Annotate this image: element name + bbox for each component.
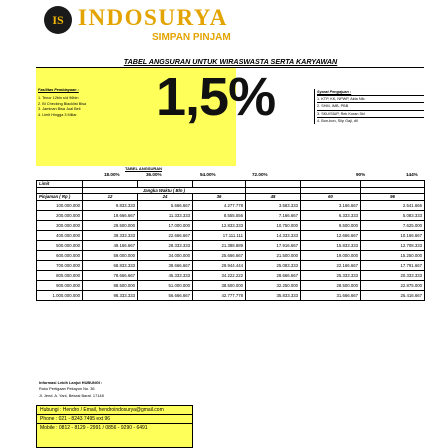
- loan-amount: 200.000.000: [37, 210, 83, 220]
- facility-item: 1. Tenor 12bln s/d 96bln: [38, 95, 79, 100]
- loan-amount: 500.000.000: [37, 240, 83, 250]
- installment-value: 14.333.333: [246, 230, 301, 240]
- contact-box: [36, 405, 193, 448]
- percentage-value: 72.00%: [252, 172, 268, 177]
- percentage-value: 90%: [356, 172, 366, 177]
- installment-value: 17.916.667: [246, 240, 301, 250]
- table-row: [37, 200, 425, 210]
- installment-value: 15.833.333: [301, 240, 361, 250]
- installment-value: 34.000.000: [138, 250, 193, 260]
- installment-value: 68.833.333: [83, 260, 138, 270]
- table-row: [37, 280, 425, 290]
- loan-amount: 100.000.000: [37, 200, 83, 210]
- installment-value: 25.416.667: [361, 290, 425, 300]
- installment-value: 49.166.667: [83, 240, 138, 250]
- facility-item: 2. BI Checking Blacklist Bisa: [38, 101, 87, 106]
- installment-value: 29.500.000: [83, 220, 138, 230]
- installment-value: 25.083.333: [246, 260, 301, 270]
- contact-line: Hubungi : Hendro / Email, hendroindosurya@gmail.com: [37, 406, 192, 415]
- requirement-item: 1. KTP, KK, NPWP, Akta Nik:: [317, 95, 424, 102]
- contact-line: Phone : 021 - 8243 7495 ext 96: [37, 415, 192, 424]
- brand-logo: [44, 4, 304, 48]
- installment-value: 31.666.667: [301, 290, 361, 300]
- installment-value: 17.000.000: [138, 220, 193, 230]
- installment-value: 7.166.667: [246, 210, 301, 220]
- installment-value: 22.666.667: [138, 230, 193, 240]
- installment-value: 32.250.000: [246, 280, 301, 290]
- installment-value: 17.791.667: [361, 260, 425, 270]
- installment-value: 38.500.000: [193, 280, 246, 290]
- installment-value: 3.583.333: [246, 200, 301, 210]
- info-heading: Informasi Lebih Lanjut HUBUNGI :: [39, 380, 103, 385]
- term-header: 12: [83, 194, 138, 201]
- facilities-list: [38, 88, 158, 119]
- requirements-heading: Syarat Pengajuan :: [317, 90, 352, 94]
- term-header: 96: [361, 194, 425, 201]
- installment-value: 5.666.667: [138, 200, 193, 210]
- installment-value: 51.000.000: [138, 280, 193, 290]
- installment-value: 39.333.333: [83, 230, 138, 240]
- installment-value: 35.833.333: [246, 290, 301, 300]
- table-row: [37, 270, 425, 280]
- installment-value: 9.833.333: [83, 200, 138, 210]
- contact-info: [39, 380, 104, 399]
- interest-rate: 1,5%: [156, 67, 276, 127]
- installment-table: [36, 180, 425, 301]
- installment-value: 11.333.333: [138, 210, 193, 220]
- installment-value: 88.500.000: [83, 280, 138, 290]
- percentage-value: 54.00%: [200, 172, 216, 177]
- requirements-list: [314, 89, 424, 124]
- installment-value: 29.944.444: [193, 260, 246, 270]
- loan-amount: 600.000.000: [37, 250, 83, 260]
- installment-value: 10.166.667: [361, 230, 425, 240]
- installment-value: 19.000.000: [301, 250, 361, 260]
- installment-value: 25.333.333: [301, 270, 361, 280]
- installment-value: 12.708.333: [361, 240, 425, 250]
- installment-value: 6.333.333: [301, 210, 361, 220]
- facility-item: 4. Limit Hingga 3 Miliar: [38, 113, 77, 118]
- installment-value: 17.111.111: [193, 230, 246, 240]
- term-header: 60: [301, 194, 361, 201]
- requirement-item: 4. Bon-bon, Slip Gaji, dll: [317, 117, 424, 124]
- loan-amount: 700.000.000: [37, 260, 83, 270]
- installment-value: 12.833.333: [193, 220, 246, 230]
- installment-value: 15.250.000: [361, 250, 425, 260]
- installment-value: 20.333.333: [361, 270, 425, 280]
- info-address: Jl. Jend. A. Yani, Bekasi Barat. 17148: [39, 392, 104, 398]
- limit-label: Limit: [37, 181, 83, 188]
- installment-value: 34.222.222: [193, 270, 246, 280]
- installment-value: 21.388.889: [193, 240, 246, 250]
- loan-amount: 400.000.000: [37, 230, 83, 240]
- installment-value: 3.166.667: [301, 200, 361, 210]
- installment-value: 22.166.667: [301, 260, 361, 270]
- installment-value: 42.777.778: [193, 290, 246, 300]
- facility-item: 3. Jaminan Bisa Jual Beli: [38, 107, 81, 112]
- installment-value: 25.666.667: [193, 250, 246, 260]
- term-label: Jangka Waktu ( Bln ): [83, 187, 246, 194]
- installment-value: 56.666.667: [138, 290, 193, 300]
- installment-value: 12.666.667: [301, 230, 361, 240]
- term-header: 24: [138, 194, 193, 201]
- brand-name: INDOSURYA: [78, 5, 228, 30]
- installment-value: 98.333.333: [83, 290, 138, 300]
- installment-value: 21.500.000: [246, 250, 301, 260]
- info-address: Ruko Pertigaan Pekayon No. 36: [39, 386, 95, 392]
- brand-tagline: SIMPAN PINJAM: [152, 32, 231, 43]
- installment-value: 10.750.000: [246, 220, 301, 230]
- installment-value: 2.541.666: [361, 200, 425, 210]
- percentage-value: 18.00%: [104, 172, 120, 177]
- installment-value: 9.500.000: [301, 220, 361, 230]
- percentage-value: 36.00%: [146, 172, 162, 177]
- table-row: [37, 260, 425, 270]
- loan-amount: 800.000.000: [37, 270, 83, 280]
- table-label: TABEL ANGSURAN: [125, 166, 163, 171]
- installment-value: 78.666.667: [83, 270, 138, 280]
- table-row: [37, 290, 425, 300]
- term-header: 36: [193, 194, 246, 201]
- installment-value: 4.277.778: [193, 200, 246, 210]
- facilities-heading: Fasilitas Pembiayaan :: [38, 88, 79, 92]
- installment-value: 28.333.333: [138, 240, 193, 250]
- logo-emblem-icon: IS: [44, 6, 72, 34]
- table-row: [37, 230, 425, 240]
- requirement-item: 2. SHM, IMB, PBB: [317, 102, 424, 109]
- percentage-value: 144%: [406, 172, 418, 177]
- loan-amount: 1.000.000.000: [37, 290, 83, 300]
- info-panel: [36, 68, 424, 166]
- loan-label: Pinjaman ( Rp ): [37, 194, 83, 201]
- loan-amount: 900.000.000: [37, 280, 83, 290]
- installment-value: 5.083.333: [361, 210, 425, 220]
- table-row: [37, 240, 425, 250]
- table-row: [37, 250, 425, 260]
- contact-line: Mobile : 0812 - 8129 - 2991 / 0856 - 9290 - 6491: [40, 425, 148, 431]
- installment-value: 8.555.556: [193, 210, 246, 220]
- loan-amount: 300.000.000: [37, 220, 83, 230]
- installment-value: 28.500.000: [301, 280, 361, 290]
- table-row: [37, 210, 425, 220]
- installment-value: 59.000.000: [83, 250, 138, 260]
- requirement-item: 3. SKU/SIUP, Rek Koran 3bl: [317, 110, 424, 117]
- installment-value: 22.875.000: [361, 280, 425, 290]
- percentage-row: [36, 172, 424, 180]
- installment-value: 28.666.667: [246, 270, 301, 280]
- table-row: [37, 220, 425, 230]
- installment-value: 7.625.000: [361, 220, 425, 230]
- page-title: TABEL ANGSURAN UNTUK WIRASWASTA SERTA KARYAWAN: [123, 57, 338, 66]
- installment-value: 45.333.333: [138, 270, 193, 280]
- installment-value: 19.666.667: [83, 210, 138, 220]
- installment-value: 39.666.667: [138, 260, 193, 270]
- term-header: 48: [246, 194, 301, 201]
